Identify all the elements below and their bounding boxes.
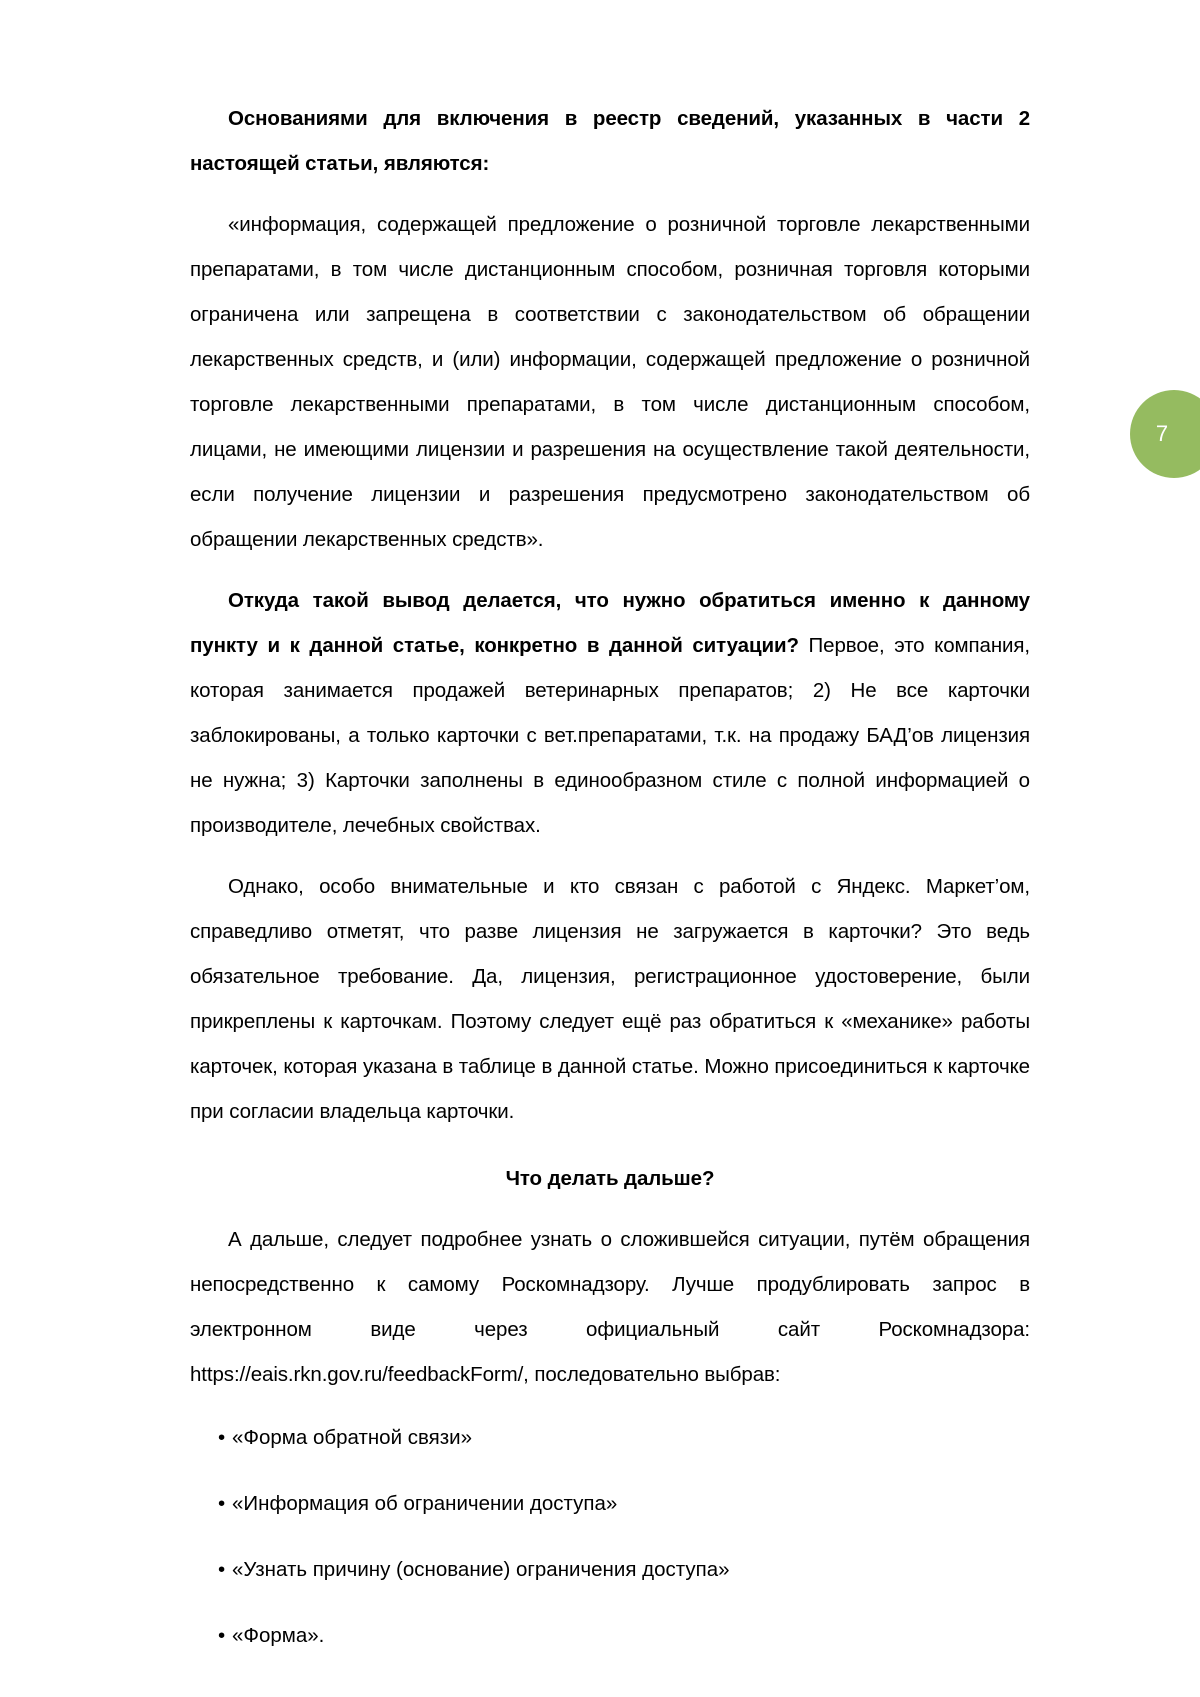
list-item-label: «Информация об ограничении доступа» — [232, 1492, 618, 1515]
list-item-label: «Узнать причину (основание) ограничения доступа» — [232, 1558, 730, 1581]
list-item-label: «Форма». — [232, 1624, 325, 1647]
next-steps-list — [190, 1415, 1030, 1658]
paragraph-next-steps: А дальше, следует подробнее узнать о сложившейся ситуации, путём обращения непосредственно к самому Роскомнадзору. Лучше продублировать запрос в электронном виде через официальный сайт Роскомнадзора: https://eais.rkn.gov.ru/feedbackForm/, последовательно выбрав: — [190, 1228, 1030, 1386]
paragraph-heading-grounds: Основаниями для включения в реестр сведений, указанных в части 2 настоящей статьи, являются: — [190, 107, 1030, 175]
list-item-label: «Форма обратной связи» — [232, 1426, 472, 1449]
list-item — [190, 1613, 1030, 1658]
paragraph-conclusion-lead: Откуда такой вывод делается, что нужно обратиться именно к данному пункту и к данной статье, конкретно в данной ситуации? — [190, 589, 1030, 657]
bullet-icon: • — [218, 1624, 226, 1647]
list-item — [190, 1481, 1030, 1526]
paragraph-conclusion-rest: Первое, это компания, которая занимается продажей ветеринарных препаратов; 2) Не все карточки заблокированы, а только карточки с вет.препаратами, т.к. на продажу БАД’ов лицензия не нужна; 3) Карточки заполнены в единообразном стиле с полной информацией о производителе, лечебных свойствах. — [190, 634, 1031, 837]
list-item — [190, 1547, 1030, 1592]
document-body — [190, 96, 1030, 1679]
page-number-badge — [1130, 390, 1200, 478]
bullet-icon: • — [218, 1426, 226, 1449]
paragraph-law-quote: «информация, содержащей предложение о розничной торговле лекарственными препаратами, в том числе дистанционным способом, розничная торговля которыми ограничена или запрещена в соответствии с законодательством об обращении лекарственных средств, и (или) информации, содержащей предложение о розничной торговле лекарственными препаратами, в том числе дистанционным способом, лицами, не имеющими лицензии и разрешения на осуществление такой деятельности, если получение лицензии и разрешения предусмотрено законодательством об обращении лекарственных средств». — [190, 213, 1030, 551]
section-heading-what-next: Что делать дальше? — [505, 1167, 715, 1190]
paragraph-license-note: Однако, особо внимательные и кто связан с работой с Яндекс. Маркет’ом, справедливо отметят, что разве лицензия не загружается в карточки? Это ведь обязательное требование. Да, лицензия, регистрационное удостоверение, были прикреплены к карточкам. Поэтому следует ещё раз обратиться к «механике» работы карточек, которая указана в таблице в данной статье. Можно присоединиться к карточке при согласии владельца карточки. — [190, 875, 1030, 1123]
page-number-badge-label: 7 — [1155, 421, 1169, 446]
paragraph-conclusion-reasoning — [190, 578, 1030, 848]
bullet-icon: • — [218, 1492, 226, 1515]
bullet-icon: • — [218, 1558, 226, 1581]
list-item — [190, 1415, 1030, 1460]
